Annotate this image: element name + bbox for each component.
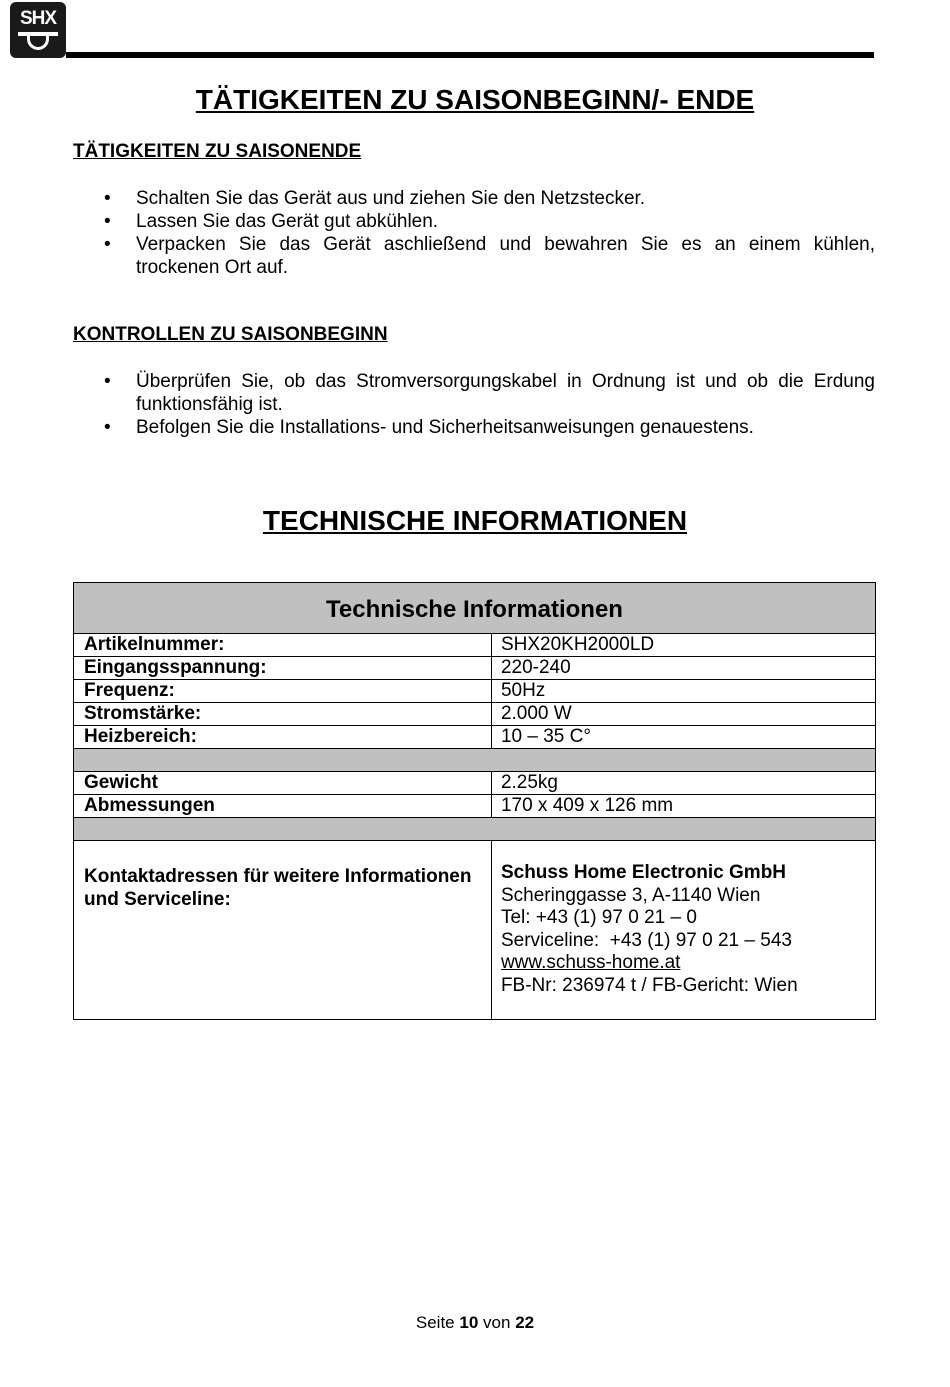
contact-website-link[interactable]: www.schuss-home.at <box>500 952 681 973</box>
list-item: • Überprüfen Sie, ob das Stromversorgungskabel in Ordnung ist und ob die Erdung funktionsfähig ist. <box>0 370 950 416</box>
row-value: SHX20KH2000LD <box>491 634 875 656</box>
footer-total: 22 <box>515 1313 535 1332</box>
tech-info-table <box>73 582 876 1020</box>
row-label: Heizbereich: <box>84 726 197 747</box>
table-row <box>74 634 875 657</box>
table-row <box>74 657 875 680</box>
page-footer <box>0 1313 950 1333</box>
list-saisonende <box>0 187 950 279</box>
list-item: • Befolgen Sie die Installations- und Sicherheitsanweisungen genauestens. <box>0 416 950 439</box>
logo-cup-icon <box>27 36 49 50</box>
list-item: • Lassen Sie das Gerät gut abkühlen. <box>0 210 950 233</box>
table-row <box>74 772 875 795</box>
footer-middle: von <box>483 1313 511 1332</box>
contact-fb: FB-Nr: 236974 t / FB-Gericht: Wien <box>500 974 798 996</box>
table-row <box>74 703 875 726</box>
list-item: • Schalten Sie das Gerät aus und ziehen Sie den Netzstecker. <box>0 187 950 210</box>
row-value: 2.25kg <box>491 772 875 794</box>
contact-serviceline: Serviceline: +43 (1) 97 0 21 – 543 <box>500 929 792 951</box>
contact-label: Kontaktadressen für weitere Informationen und Serviceline: <box>84 866 472 910</box>
row-label: Eingangsspannung: <box>84 657 267 678</box>
table-row <box>74 680 875 703</box>
footer-prefix: Seite <box>415 1313 455 1332</box>
section-title-technik: TECHNISCHE INFORMATIONEN <box>262 505 688 536</box>
header-rule <box>66 52 874 58</box>
row-value: 170 x 409 x 126 mm <box>491 795 875 817</box>
table-row <box>74 795 875 818</box>
footer-page: 10 <box>459 1313 479 1332</box>
row-value: 2.000 W <box>491 703 875 725</box>
heading-saisonende: TÄTIGKEITEN ZU SAISONENDE <box>73 141 362 162</box>
list-saisonbeginn <box>0 370 950 439</box>
row-label: Artikelnummer: <box>84 634 225 655</box>
row-label: Frequenz: <box>84 680 175 701</box>
table-row <box>74 726 875 749</box>
contact-company: Schuss Home Electronic GmbH <box>500 862 787 883</box>
row-value: 220-240 <box>491 657 875 679</box>
table-header <box>74 583 875 634</box>
table-spacer-row <box>74 818 875 841</box>
shx-logo <box>10 2 66 58</box>
row-label: Stromstärke: <box>84 703 202 724</box>
contact-tel: Tel: +43 (1) 97 0 21 – 0 <box>500 907 697 928</box>
list-item: • Verpacken Sie das Gerät aschließend und bewahren Sie es an einem kühlen, trockenen Ort auf. <box>0 233 950 279</box>
table-spacer-row <box>74 749 875 772</box>
contact-row <box>74 841 875 1019</box>
contact-address: Scheringgasse 3, A-1140 Wien <box>500 884 761 906</box>
heading-saisonbeginn: KONTROLLEN ZU SAISONBEGINN <box>73 324 388 345</box>
row-value: 10 – 35 C° <box>491 726 875 748</box>
row-value: 50Hz <box>491 680 875 702</box>
logo-text: SHX <box>19 8 57 29</box>
table-header-label: Technische Informationen <box>326 596 623 623</box>
row-label: Gewicht <box>84 772 158 793</box>
contact-details <box>491 841 875 1019</box>
section-title-saison: TÄTIGKEITEN ZU SAISONBEGINN/- ENDE <box>195 84 755 115</box>
row-label: Abmessungen <box>84 795 215 816</box>
